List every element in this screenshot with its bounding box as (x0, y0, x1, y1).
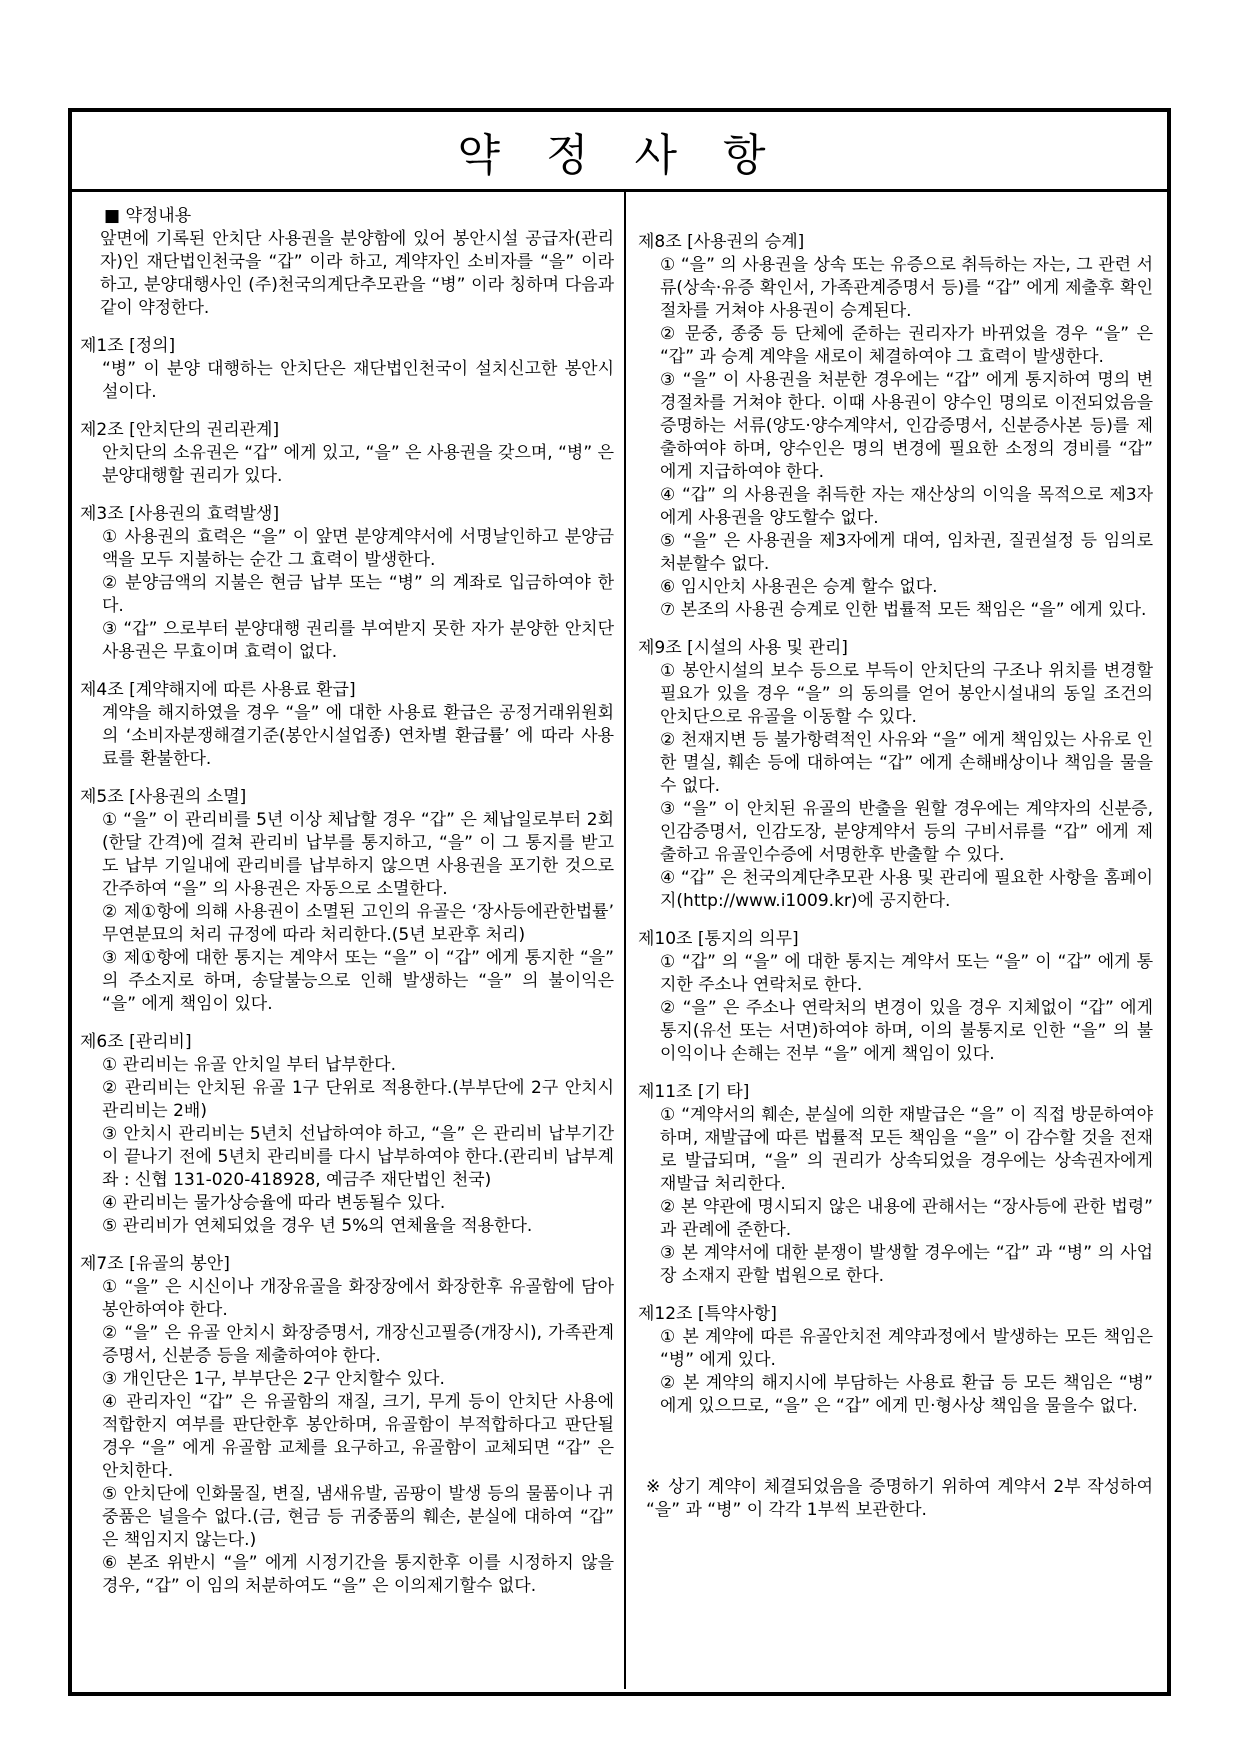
section-paragraph: ① 봉안시설의 보수 등으로 부득이 안치단의 구조나 위치를 변경할 필요가 있을 경우 “을” 의 동의를 얻어 봉안시설내의 동일 조건의 안치단으로 유골을 이동할 수 있다. (660, 661, 1153, 727)
section-heading: 제9조 [시설의 사용 및 관리] (638, 638, 848, 658)
section-paragraph: ① “을” 이 관리비를 5년 이상 체납할 경우 “갑” 은 체납일로부터 2회(한달 간격)에 걸쳐 관리비 납부를 통지하고, “을” 이 그 통지를 받고도 납부 기일내에 관리비를 납부하지 않으면 사용권을 포기한 것으로 간주하여 “을” 의 사용권은 자동으로 소멸한다. (102, 810, 614, 899)
section-paragraph: ④ “갑” 은 천국의계단추모관 사용 및 관리에 필요한 사항을 홈페이지(http://www.i1009.kr)에 공지한다. (660, 868, 1153, 911)
section-paragraph: ③ “갑” 으로부터 분양대행 권리를 부여받지 못한 자가 분양한 안치단 사용권은 무효이며 효력이 없다. (102, 619, 614, 662)
section-paragraph: ② 천재지변 등 불가항력적인 사유와 “을” 에게 책임있는 사유로 인한 멸실, 훼손 등에 대하여는 “갑” 에게 손해배상이나 책임을 물을 수 없다. (660, 730, 1153, 796)
section-paragraph: ⑤ 관리비가 연체되었을 경우 년 5%의 연체율을 적용한다. (102, 1216, 533, 1236)
section-paragraph: ② 관리비는 안치된 유골 1구 단위로 적용한다.(부부단에 2구 안치시 관리비는 2배) (102, 1078, 614, 1121)
section-paragraph: ⑤ “을” 은 사용권을 제3자에게 대여, 임차권, 질권설정 등 임의로 처분할수 없다. (660, 531, 1153, 574)
contract-section (638, 1081, 1153, 1288)
section-paragraph: ② 본 계약의 해지시에 부담하는 사용료 환급 등 모든 책임은 “병” 에게 있으므로, “을” 은 “갑” 에게 민·형사상 책임을 물을수 없다. (660, 1373, 1153, 1416)
section-paragraph: ① 사용권의 효력은 “을” 이 앞면 분양계약서에 서명날인하고 분양금액을 모두 지불하는 순간 그 효력이 발생한다. (102, 527, 614, 570)
contract-section (80, 1031, 614, 1238)
section-paragraph: ③ “을” 이 안치된 유골의 반출을 원할 경우에는 계약자의 신분증, 인감증명서, 인감도장, 분양계약서 등의 구비서류를 “갑” 에게 제출하고 유골인수증에 서명한후 반출할 수 있다. (660, 799, 1153, 865)
section-paragraph: ① “을” 의 사용권을 상속 또는 유증으로 취득하는 자는, 그 관련 서류(상속·유증 확인서, 가족관계증명서 등)를 “갑” 에게 제출후 확인절차를 거쳐야 사용권이 승계된다. (660, 255, 1153, 321)
contract-section (80, 419, 614, 488)
section-paragraph: ⑤ 안치단에 인화물질, 변질, 냄새유발, 곰팡이 발생 등의 물품이나 귀중품은 널을수 없다.(금, 현금 등 귀중품의 훼손, 분실에 대하여 “갑” 은 책임지지 않는다.) (102, 1484, 614, 1550)
contract-section (638, 1303, 1153, 1418)
right-column (626, 192, 1167, 1689)
section-paragraph: ④ “갑” 의 사용권을 취득한 자는 재산상의 이익을 목적으로 제3자에게 사용권을 양도할수 없다. (660, 485, 1153, 528)
section-paragraph: ③ 개인단은 1구, 부부단은 2구 안치할수 있다. (102, 1369, 445, 1389)
section-paragraph: ⑦ 본조의 사용권 승계로 인한 법률적 모든 책임은 “을” 에게 있다. (660, 600, 1147, 620)
contract-section (638, 231, 1153, 622)
section-heading: ■ 약정내용 (104, 206, 192, 226)
section-paragraph: ② 문중, 종중 등 단체에 준하는 권리자가 바뀌었을 경우 “을” 은 “갑” 과 승계 계약을 새로이 체결하여야 그 효력이 발생한다. (660, 324, 1153, 367)
section-heading: 제4조 [계약해지에 따른 사용료 환급] (80, 680, 356, 700)
section-heading: 제7조 [유골의 봉안] (80, 1254, 230, 1274)
section-paragraph: ⑥ 임시안치 사용권은 승계 할수 없다. (660, 577, 938, 597)
section-heading: 제10조 [통지의 의무] (638, 929, 799, 949)
section-paragraph: ① 본 계약에 따른 유골안치전 계약과정에서 발생하는 모든 책임은 “병” 에게 있다. (660, 1327, 1153, 1370)
section-paragraph: ③ “을” 이 사용권을 처분한 경우에는 “갑” 에게 통지하여 명의 변경절차를 거쳐야 한다. 이때 사용권이 양수인 명의로 이전되었음을 증명하는 서류(양도·양수계약서, 인감증명서, 신분증사본 등)를 제출하여야 하며, 양수인은 명의 변경에 필요한 소정의 경비를 “갑” 에게 지급하여야 한다. (660, 370, 1153, 482)
section-paragraph: ③ 본 계약서에 대한 분쟁이 발생할 경우에는 “갑” 과 “병” 의 사업장 소재지 관할 법원으로 한다. (660, 1243, 1153, 1286)
section-paragraph: “병” 이 분양 대행하는 안치단은 재단법인천국이 설치신고한 봉안시설이다. (102, 359, 614, 402)
contract-section (80, 335, 614, 404)
section-heading: 제5조 [사용권의 소멸] (80, 787, 247, 807)
section-heading: 제1조 [정의] (80, 336, 176, 356)
section-paragraph: 계약을 해지하였을 경우 “을” 에 대한 사용료 환급은 공정거래위원회의 ‘소비자분쟁해결기준(봉안시설업종) 연차별 환급률’ 에 따라 사용료를 환불한다. (102, 703, 614, 769)
contract-section (638, 637, 1153, 913)
section-paragraph: ③ 안치시 관리비는 5년치 선납하여야 하고, “을” 은 관리비 납부기간이 끝나기 전에 5년치 관리비를 다시 납부하여야 한다.(관리비 납부계좌 : 신협 131-020-418928, 예금주 재단법인 천국) (102, 1124, 614, 1190)
section-paragraph: ④ 관리자인 “갑” 은 유골함의 재질, 크기, 무게 등이 안치단 사용에 적합한지 여부를 판단한후 봉안하며, 유골함이 부적합하다고 판단될 경우 “을” 에게 유골함 교체를 요구하고, 유골함이 교체되면 “갑” 은 안치한다. (102, 1392, 614, 1481)
section-paragraph: ② 본 약관에 명시되지 않은 내용에 관해서는 “장사등에 관한 법령” 과 관례에 준한다. (660, 1197, 1153, 1240)
document-border-box (68, 108, 1171, 1696)
section-heading: 제3조 [사용권의 효력발생] (80, 504, 280, 524)
section-heading: 제6조 [관리비] (80, 1032, 192, 1052)
document-body (72, 192, 1167, 1689)
section-paragraph: ② “을” 은 유골 안치시 화장증명서, 개장신고필증(개장시), 가족관계증명서, 신분증 등을 제출하여야 한다. (102, 1323, 614, 1366)
contract-section (638, 1476, 1153, 1522)
contract-section (80, 205, 614, 320)
section-paragraph: ② “을” 은 주소나 연락처의 변경이 있을 경우 지체없이 “갑” 에게 통지(유선 또는 서면)하여야 하며, 이의 불통지로 인한 “을” 의 불이익이나 손해는 전부 “을” 에게 책임이 있다. (660, 998, 1153, 1064)
section-paragraph: ④ 관리비는 물가상승율에 따라 변동될수 있다. (102, 1193, 446, 1213)
section-paragraph: ※ 상기 계약이 체결되었음을 증명하기 위하여 계약서 2부 작성하여 “을” 과 “병” 이 각각 1부씩 보관한다. (646, 1477, 1153, 1520)
section-paragraph: ② 분양금액의 지불은 현금 납부 또는 “병” 의 계좌로 입금하여야 한다. (102, 573, 614, 616)
section-paragraph: 안치단의 소유권은 “갑” 에게 있고, “을” 은 사용권을 갖으며, “병” 은 분양대행할 권리가 있다. (102, 443, 614, 486)
section-paragraph: ① “계약서의 훼손, 분실에 의한 재발급은 “을” 이 직접 방문하여야 하며, 재발급에 따른 법률적 모든 책임을 “을” 이 감수할 것을 전재로 발급되며, “을” 의 권리가 상속되었을 경우에는 상속권자에게 재발급 처리한다. (660, 1105, 1153, 1194)
contract-section (638, 928, 1153, 1066)
section-paragraph: ⑥ 본조 위반시 “을” 에게 시정기간을 통지한후 이를 시정하지 않을 경우, “갑” 이 임의 처분하여도 “을” 은 이의제기할수 없다. (102, 1553, 614, 1596)
section-paragraph: ① “을” 은 시신이나 개장유골을 화장장에서 화장한후 유골함에 담아 봉안하여야 한다. (102, 1277, 614, 1320)
section-heading: 제2조 [안치단의 권리관계] (80, 420, 280, 440)
section-paragraph: ② 제①항에 의해 사용권이 소멸된 고인의 유골은 ‘장사등에관한법률’ 무연분묘의 처리 규정에 따라 처리한다.(5년 보관후 처리) (102, 902, 614, 945)
left-column (72, 192, 626, 1689)
contract-section (80, 679, 614, 771)
contract-section (80, 1253, 614, 1598)
document-title: 약 정 사 항 (72, 112, 1167, 192)
contract-section (80, 503, 614, 664)
section-paragraph: ① “갑” 의 “을” 에 대한 통지는 계약서 또는 “을” 이 “갑” 에게 통지한 주소나 연락처로 한다. (660, 952, 1153, 995)
section-heading: 제11조 [기 타] (638, 1082, 750, 1102)
section-paragraph: ① 관리비는 유골 안치일 부터 납부한다. (102, 1055, 396, 1075)
section-paragraph: 앞면에 기록된 안치단 사용권을 분양함에 있어 봉안시설 공급자(관리자)인 재단법인천국을 “갑” 이라 하고, 계약자인 소비자를 “을” 이라 하고, 분양대행사인 (주)천국의계단추모관을 “병” 이라 칭하며 다음과 같이 약정한다. (100, 229, 614, 318)
section-heading: 제12조 [특약사항] (638, 1304, 777, 1324)
contract-section (80, 786, 614, 1016)
section-paragraph: ③ 제①항에 대한 통지는 계약서 또는 “을” 이 “갑” 에게 통지한 “을” 의 주소지로 하며, 송달불능으로 인해 발생하는 “을” 의 불이익은 “을” 에게 책임이 있다. (102, 948, 614, 1014)
section-heading: 제8조 [사용권의 승계] (638, 232, 805, 252)
